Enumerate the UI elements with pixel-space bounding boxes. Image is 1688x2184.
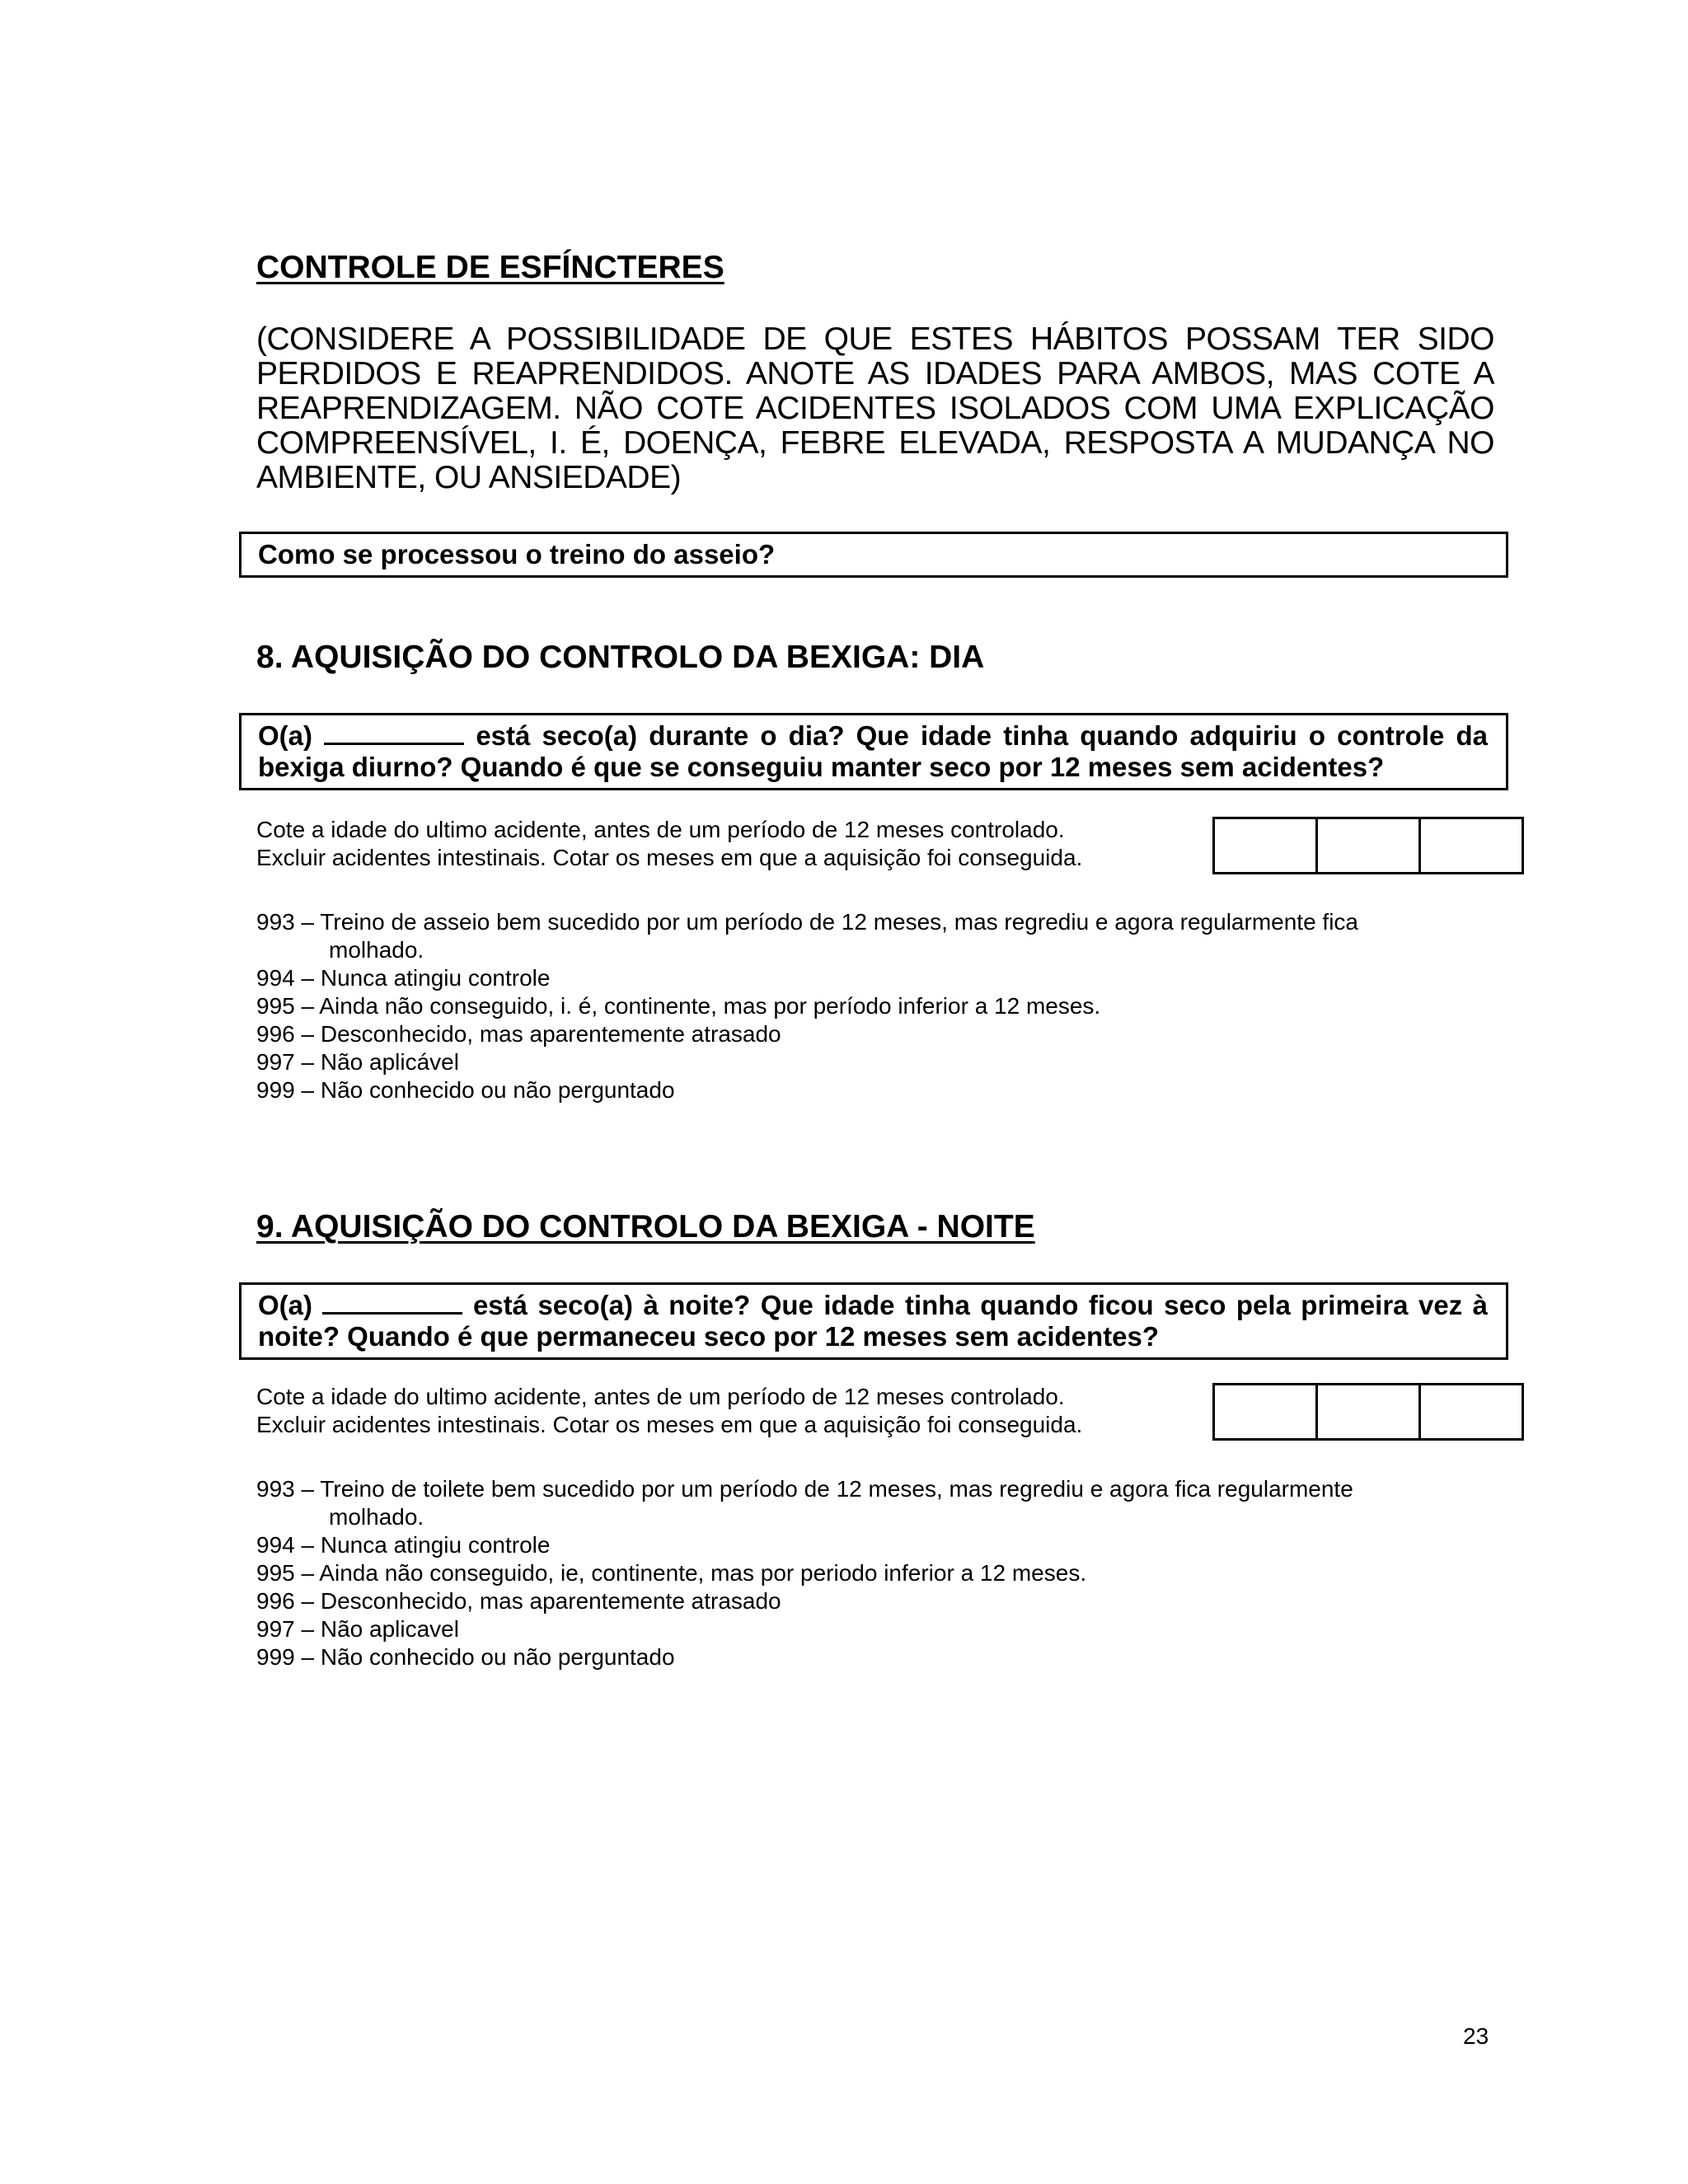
answer-cell[interactable] — [1215, 1385, 1318, 1438]
coding-instruction-line: Excluir acidentes intestinais. Cotar os meses em que a aquisição foi conseguida. — [256, 1412, 1083, 1437]
answer-cell[interactable] — [1215, 819, 1318, 872]
instructions-line: PERDIDOS E REAPRENDIDOS. ANOTE AS IDADES PARA AMBOS, MAS COTE A — [256, 356, 1494, 391]
question-box-dia — [239, 713, 1508, 790]
coding-instruction-line: Cote a idade do ultimo acidente, antes de um período de 12 meses controlado. — [256, 1384, 1065, 1409]
coding-instruction-line: Cote a idade do ultimo acidente, antes de um período de 12 meses controlado. — [256, 817, 1065, 842]
question-text: Como se processou o treino do asseio? — [258, 539, 776, 569]
code-item: 995 – Ainda não conseguido, ie, continente, mas por periodo inferior a 12 meses. — [256, 1560, 1087, 1586]
code-list-dia — [256, 908, 1493, 1104]
code-item-continuation: molhado. — [329, 937, 424, 963]
question-line — [258, 720, 1488, 752]
code-item: 996 – Desconhecido, mas aparentemente atrasado — [256, 1588, 781, 1614]
code-item: 993 – Treino de asseio bem sucedido por um período de 12 meses, mas regrediu e agora regularmente fica — [256, 909, 1358, 935]
coding-instructions-dia — [256, 816, 1082, 872]
coding-instructions-noite — [256, 1383, 1082, 1439]
question-box-noite — [239, 1282, 1508, 1360]
answer-cell[interactable] — [1318, 1385, 1421, 1438]
code-item-continuation: molhado. — [329, 1504, 424, 1530]
code-item: 994 – Nunca atingiu controle — [256, 965, 551, 991]
section-title-bexiga-dia: 8. AQUISIÇÃO DO CONTROLO DA BEXIGA: DIA — [256, 640, 985, 675]
page-number: 23 — [1463, 2023, 1489, 2049]
answer-boxes-dia — [1212, 817, 1524, 874]
instructions-line: COMPREENSÍVEL, I. É, DOENÇA, FEBRE ELEVADA, RESPOSTA A MUDANÇA NO — [256, 425, 1494, 461]
section-title-esfincteres: CONTROLE DE ESFÍNCTERES — [256, 250, 724, 285]
question-prefix: O(a) — [258, 1290, 312, 1320]
answer-cell[interactable] — [1318, 819, 1421, 872]
section-title-bexiga-noite: 9. AQUISIÇÃO DO CONTROLO DA BEXIGA - NOITE — [256, 1209, 1035, 1244]
name-blank[interactable] — [324, 721, 464, 745]
code-item: 996 – Desconhecido, mas aparentemente atrasado — [256, 1021, 781, 1047]
answer-cell[interactable] — [1421, 1385, 1522, 1438]
question-box-treino — [239, 532, 1508, 578]
question-line2: noite? Quando é que permaneceu seco por 12 meses sem acidentes? — [258, 1321, 1160, 1352]
question-line1-text: está seco(a) à noite? Que idade tinha quando ficou seco pela primeira vez à — [472, 1290, 1489, 1320]
code-item: 999 – Não conhecido ou não perguntado — [256, 1077, 675, 1103]
code-item: 993 – Treino de toilete bem sucedido por um período de 12 meses, mas regrediu e agora fica regularmente — [256, 1476, 1353, 1502]
instructions-line: (CONSIDERE A POSSIBILIDADE DE QUE ESTES HÁBITOS POSSAM TER SIDO — [256, 321, 1494, 357]
question-line — [258, 1290, 1488, 1321]
code-item: 994 – Nunca atingiu controle — [256, 1532, 551, 1558]
instructions-line: REAPRENDIZAGEM. NÃO COTE ACIDENTES ISOLADOS COM UMA EXPLICAÇÃO — [256, 391, 1494, 426]
code-list-noite — [256, 1475, 1493, 1671]
answer-cell[interactable] — [1421, 819, 1522, 872]
code-item: 997 – Não aplicável — [256, 1049, 459, 1075]
question-prefix: O(a) — [258, 720, 312, 751]
code-item: 997 – Não aplicavel — [256, 1616, 459, 1642]
instructions-paragraph — [256, 322, 1494, 495]
code-item: 995 – Ainda não conseguido, i. é, continente, mas por período inferior a 12 meses. — [256, 993, 1101, 1019]
answer-boxes-noite — [1212, 1383, 1524, 1441]
name-blank[interactable] — [322, 1291, 462, 1315]
instructions-line: AMBIENTE, OU ANSIEDADE) — [256, 460, 682, 495]
question-line1-text: está seco(a) durante o dia? Que idade tinha quando adquiriu o controle da — [476, 720, 1489, 751]
question-line2: bexiga diurno? Quando é que se conseguiu manter seco por 12 meses sem acidentes? — [258, 752, 1385, 782]
coding-instruction-line: Excluir acidentes intestinais. Cotar os meses em que a aquisição foi conseguida. — [256, 845, 1083, 870]
code-item: 999 – Não conhecido ou não perguntado — [256, 1644, 675, 1670]
